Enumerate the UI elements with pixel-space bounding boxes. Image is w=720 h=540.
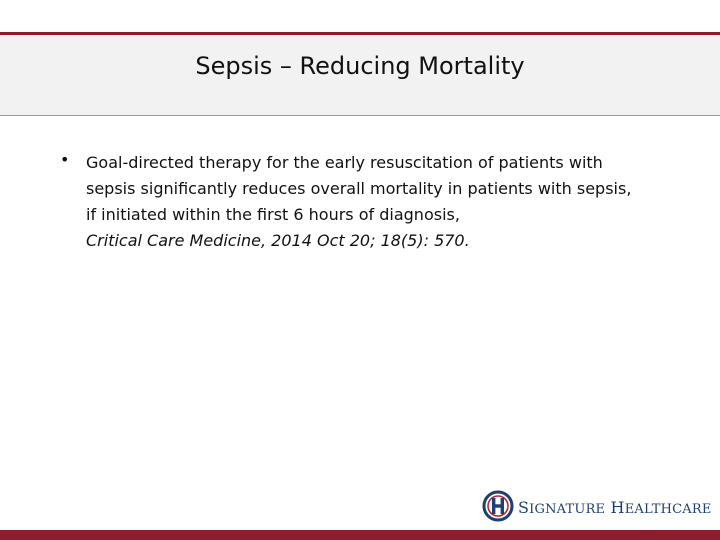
citation-text: Critical Care Medicine, 2014 Oct 20; 18(5): 570. [86, 231, 470, 250]
logo-wordmark [518, 498, 712, 517]
bullet-marker: • [60, 150, 70, 169]
signature-healthcare-h-icon [482, 490, 514, 522]
logo-text-h: H [610, 498, 625, 517]
logo-text-s: S [518, 498, 530, 517]
bottom-accent-bar [0, 530, 720, 540]
bullet-text: Goal-directed therapy for the early resuscitation of patients with sepsis significantly reduces overall mortality in patients with sepsis, if initiated within the first 6 hours of diagnosis, [86, 153, 632, 224]
slide-title: Sepsis – Reducing Mortality [195, 52, 525, 80]
logo-text-ignature: IGNATURE [529, 502, 606, 517]
signature-healthcare-logo [482, 490, 712, 522]
logo-text-ealthcare: EALTHCARE [624, 502, 712, 517]
